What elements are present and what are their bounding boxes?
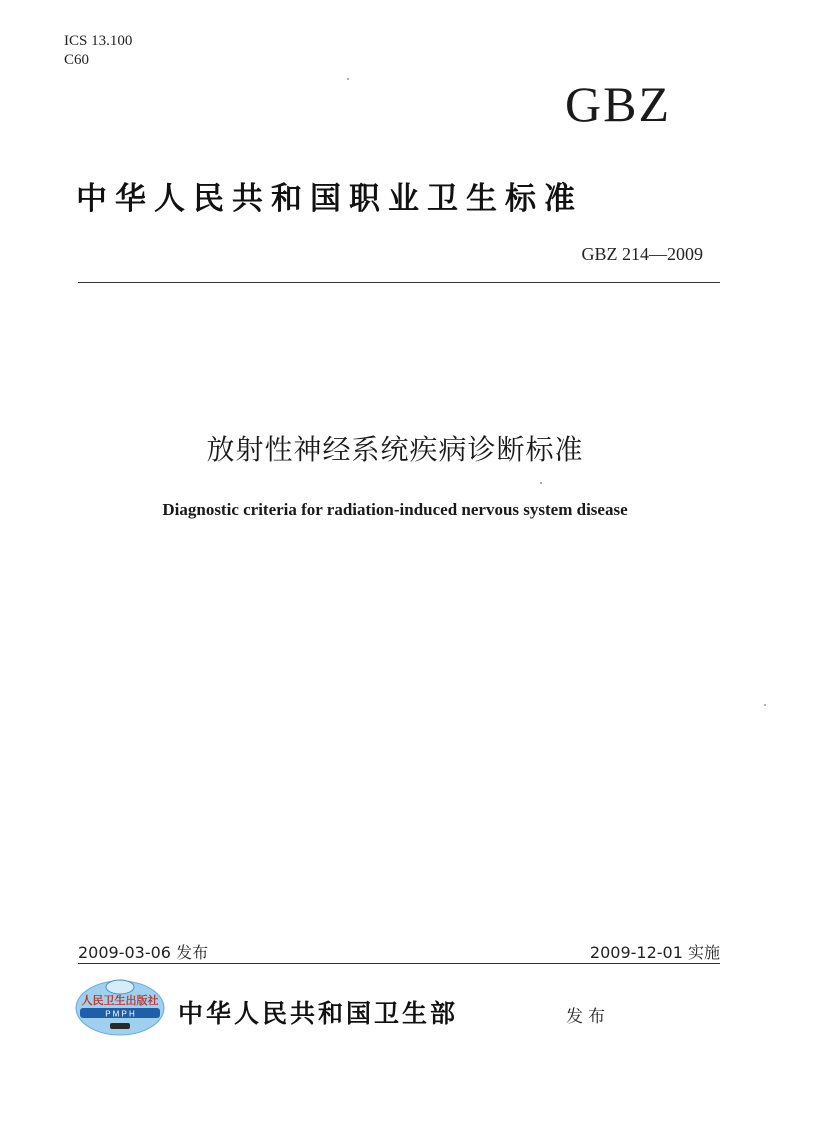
document-title-en: Diagnostic criteria for radiation-induced nervous system disease: [162, 500, 628, 519]
scan-speck: [347, 78, 349, 80]
header-divider: [78, 282, 720, 283]
document-title-cn: 放射性神经系统疾病诊断标准: [206, 433, 584, 466]
implementation-date: 2009-12-01 实施: [589, 943, 720, 962]
scan-speck: [764, 704, 766, 706]
ics-code: ICS 13.100: [64, 33, 133, 49]
publisher-seal-text: 人民卫生出版社: [81, 994, 159, 1007]
gbz-logo: GBZ: [565, 76, 671, 132]
issue-date: 2009-03-06 发布: [78, 943, 209, 962]
footer-divider: [78, 963, 720, 964]
classification-codes: [64, 32, 132, 70]
publisher-name: 中华人民共和国卫生部: [178, 999, 459, 1028]
ccs-code: C60: [64, 52, 90, 68]
scan-speck: [540, 482, 542, 484]
publisher-seal-letters: P M P H: [105, 1009, 135, 1019]
publish-label: 发布: [566, 1007, 610, 1027]
pmph-publisher-seal-icon: [74, 975, 166, 1037]
standard-number: GBZ 214—2009: [581, 244, 703, 264]
standard-title: 中华人民共和国职业卫生标准: [76, 181, 583, 217]
